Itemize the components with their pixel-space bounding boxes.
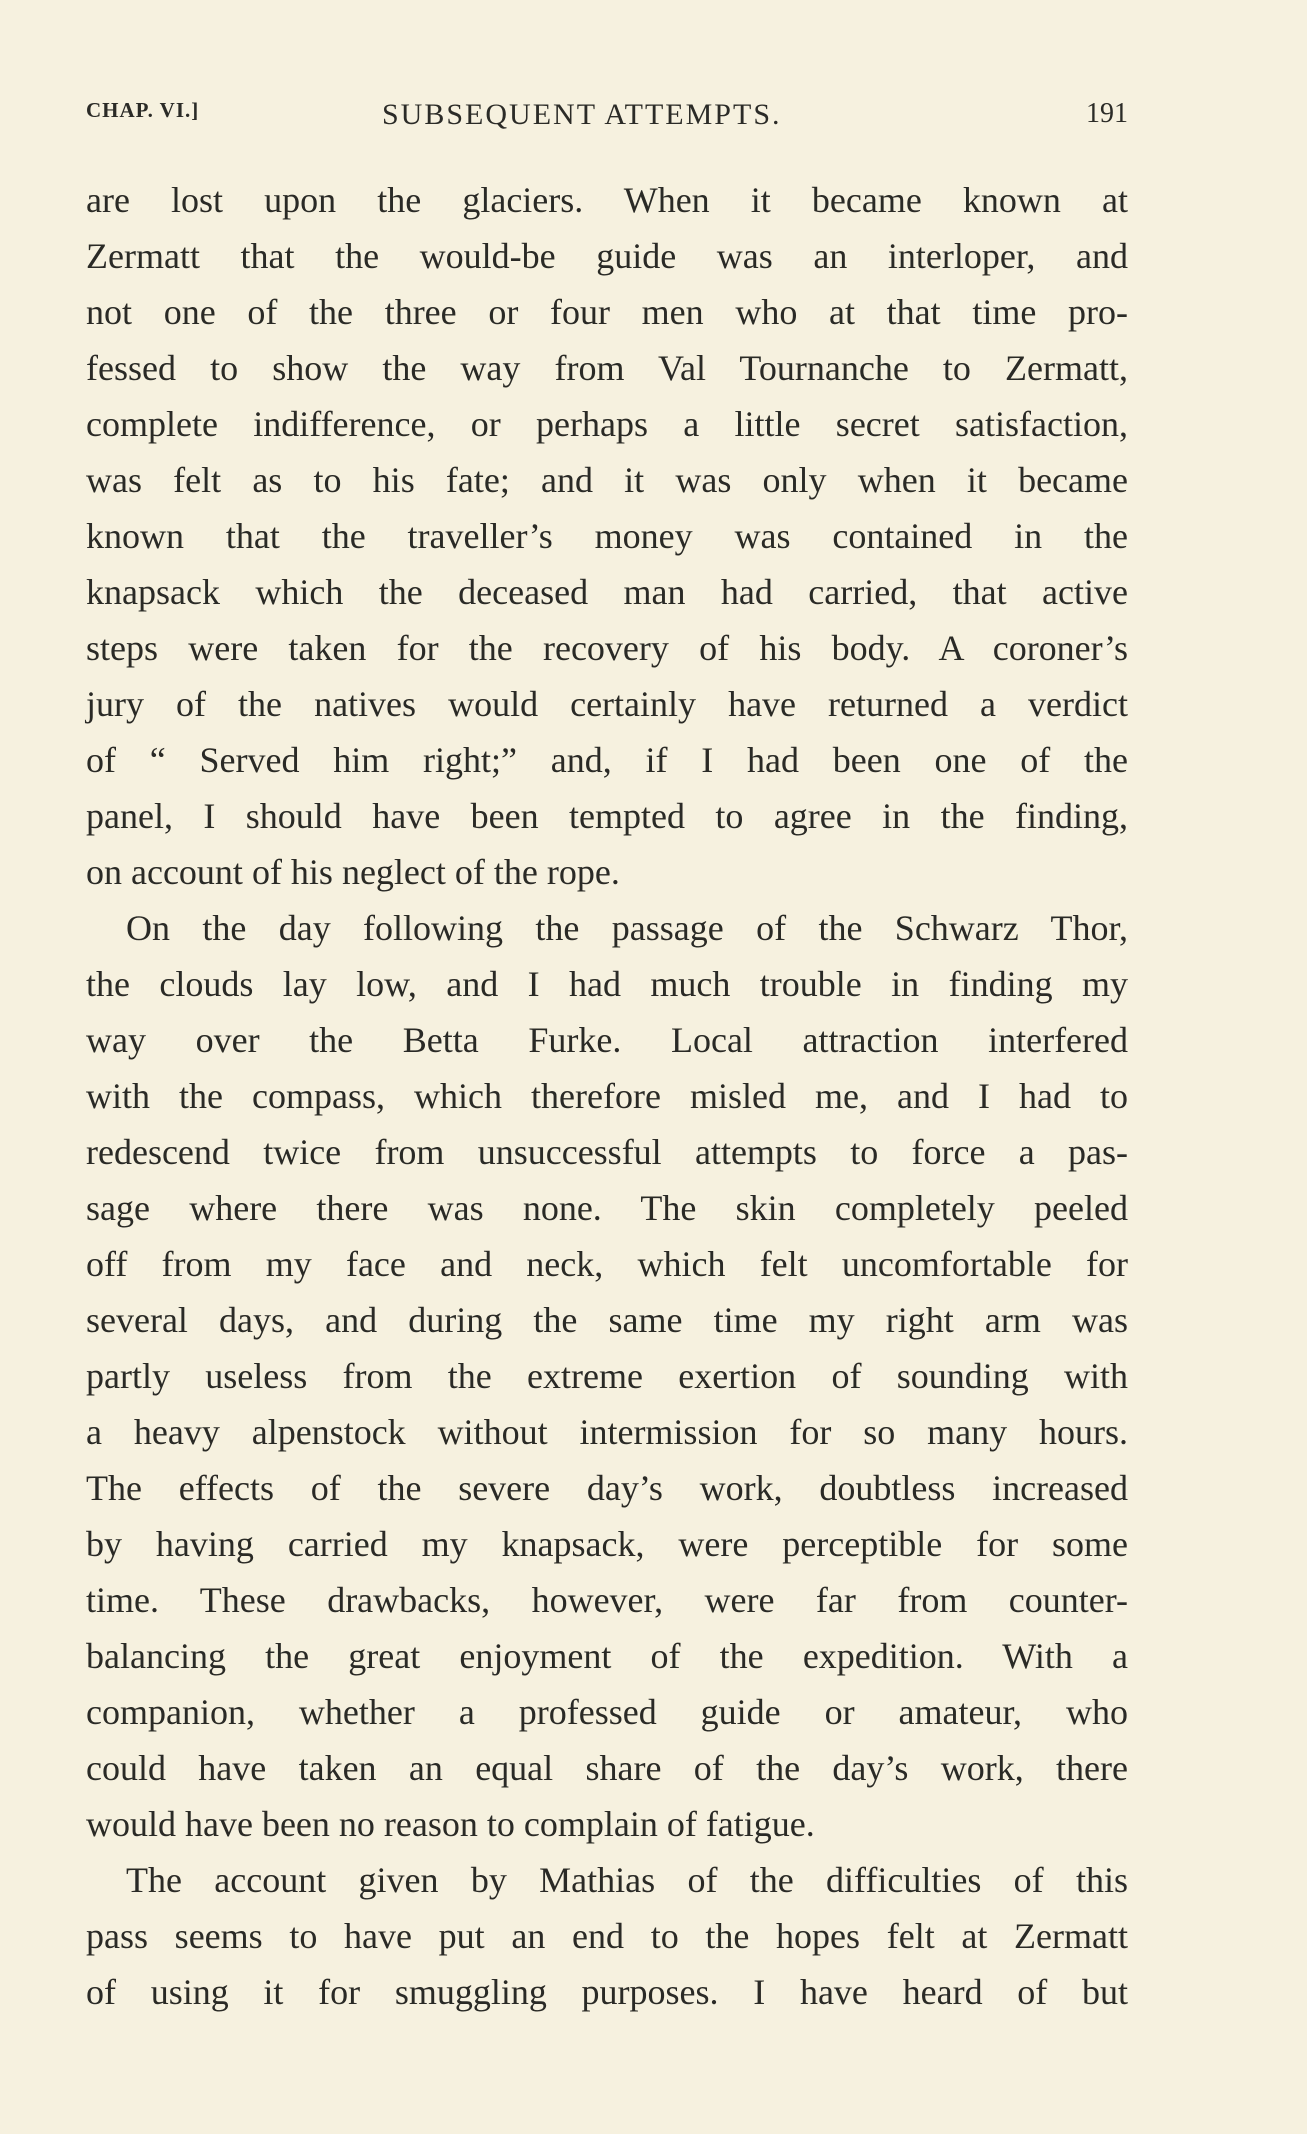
running-title: SUBSEQUENT ATTEMPTS. [382, 98, 782, 131]
text-line: a heavy alpenstock without intermission for so many hours. [86, 1412, 1128, 1452]
text-line: panel, I should have been tempted to agree in the finding, [86, 796, 1128, 836]
text-line: knapsack which the deceased man had carried, that active [86, 572, 1128, 612]
text-line: time. These drawbacks, however, were far from counter- [86, 1580, 1128, 1620]
text-line: would have been no reason to complain of fatigue. [86, 1804, 815, 1844]
text-line: was felt as to his fate; and it was only when it became [86, 460, 1128, 500]
text-line: steps were taken for the recovery of his body. A coroner’s [86, 628, 1128, 668]
text-line: jury of the natives would certainly have returned a verdict [86, 684, 1128, 724]
text-line: balancing the great enjoyment of the expedition. With a [86, 1636, 1128, 1676]
text-line: by having carried my knapsack, were perceptible for some [86, 1524, 1128, 1564]
text-line: are lost upon the glaciers. When it became known at [86, 180, 1128, 220]
text-line: not one of the three or four men who at that time pro- [86, 292, 1128, 332]
text-line: On the day following the passage of the Schwarz Thor, [126, 908, 1128, 948]
text-line: way over the Betta Furke. Local attraction interfered [86, 1020, 1128, 1060]
text-line: The effects of the severe day’s work, doubtless increased [86, 1468, 1128, 1508]
text-line: the clouds lay low, and I had much trouble in finding my [86, 964, 1128, 1004]
text-line: complete indifference, or perhaps a little secret satisfaction, [86, 404, 1128, 444]
text-line: with the compass, which therefore misled me, and I had to [86, 1076, 1128, 1116]
text-line: several days, and during the same time my right arm was [86, 1300, 1128, 1340]
text-line: known that the traveller’s money was contained in the [86, 516, 1128, 556]
text-line: companion, whether a professed guide or amateur, who [86, 1692, 1128, 1732]
text-line: sage where there was none. The skin completely peeled [86, 1188, 1128, 1228]
text-line: The account given by Mathias of the difficulties of this [126, 1860, 1128, 1900]
text-line: partly useless from the extreme exertion of sounding with [86, 1356, 1128, 1396]
text-line: fessed to show the way from Val Tournanche to Zermatt, [86, 348, 1128, 388]
page-number: 191 [1086, 98, 1128, 129]
text-line: pass seems to have put an end to the hopes felt at Zermatt [86, 1916, 1128, 1956]
running-head [86, 98, 1128, 138]
text-line: of using it for smuggling purposes. I have heard of but [86, 1972, 1128, 2012]
text-line: on account of his neglect of the rope. [86, 852, 620, 892]
text-line: off from my face and neck, which felt uncomfortable for [86, 1244, 1128, 1284]
body-text [86, 172, 1128, 2020]
text-line: of “ Served him right;” and, if I had been one of the [86, 740, 1128, 780]
text-line: Zermatt that the would-be guide was an interloper, and [86, 236, 1128, 276]
chapter-label: CHAP. VI.] [86, 98, 200, 122]
text-line: could have taken an equal share of the day’s work, there [86, 1748, 1128, 1788]
text-line: redescend twice from unsuccessful attempts to force a pas- [86, 1132, 1128, 1172]
